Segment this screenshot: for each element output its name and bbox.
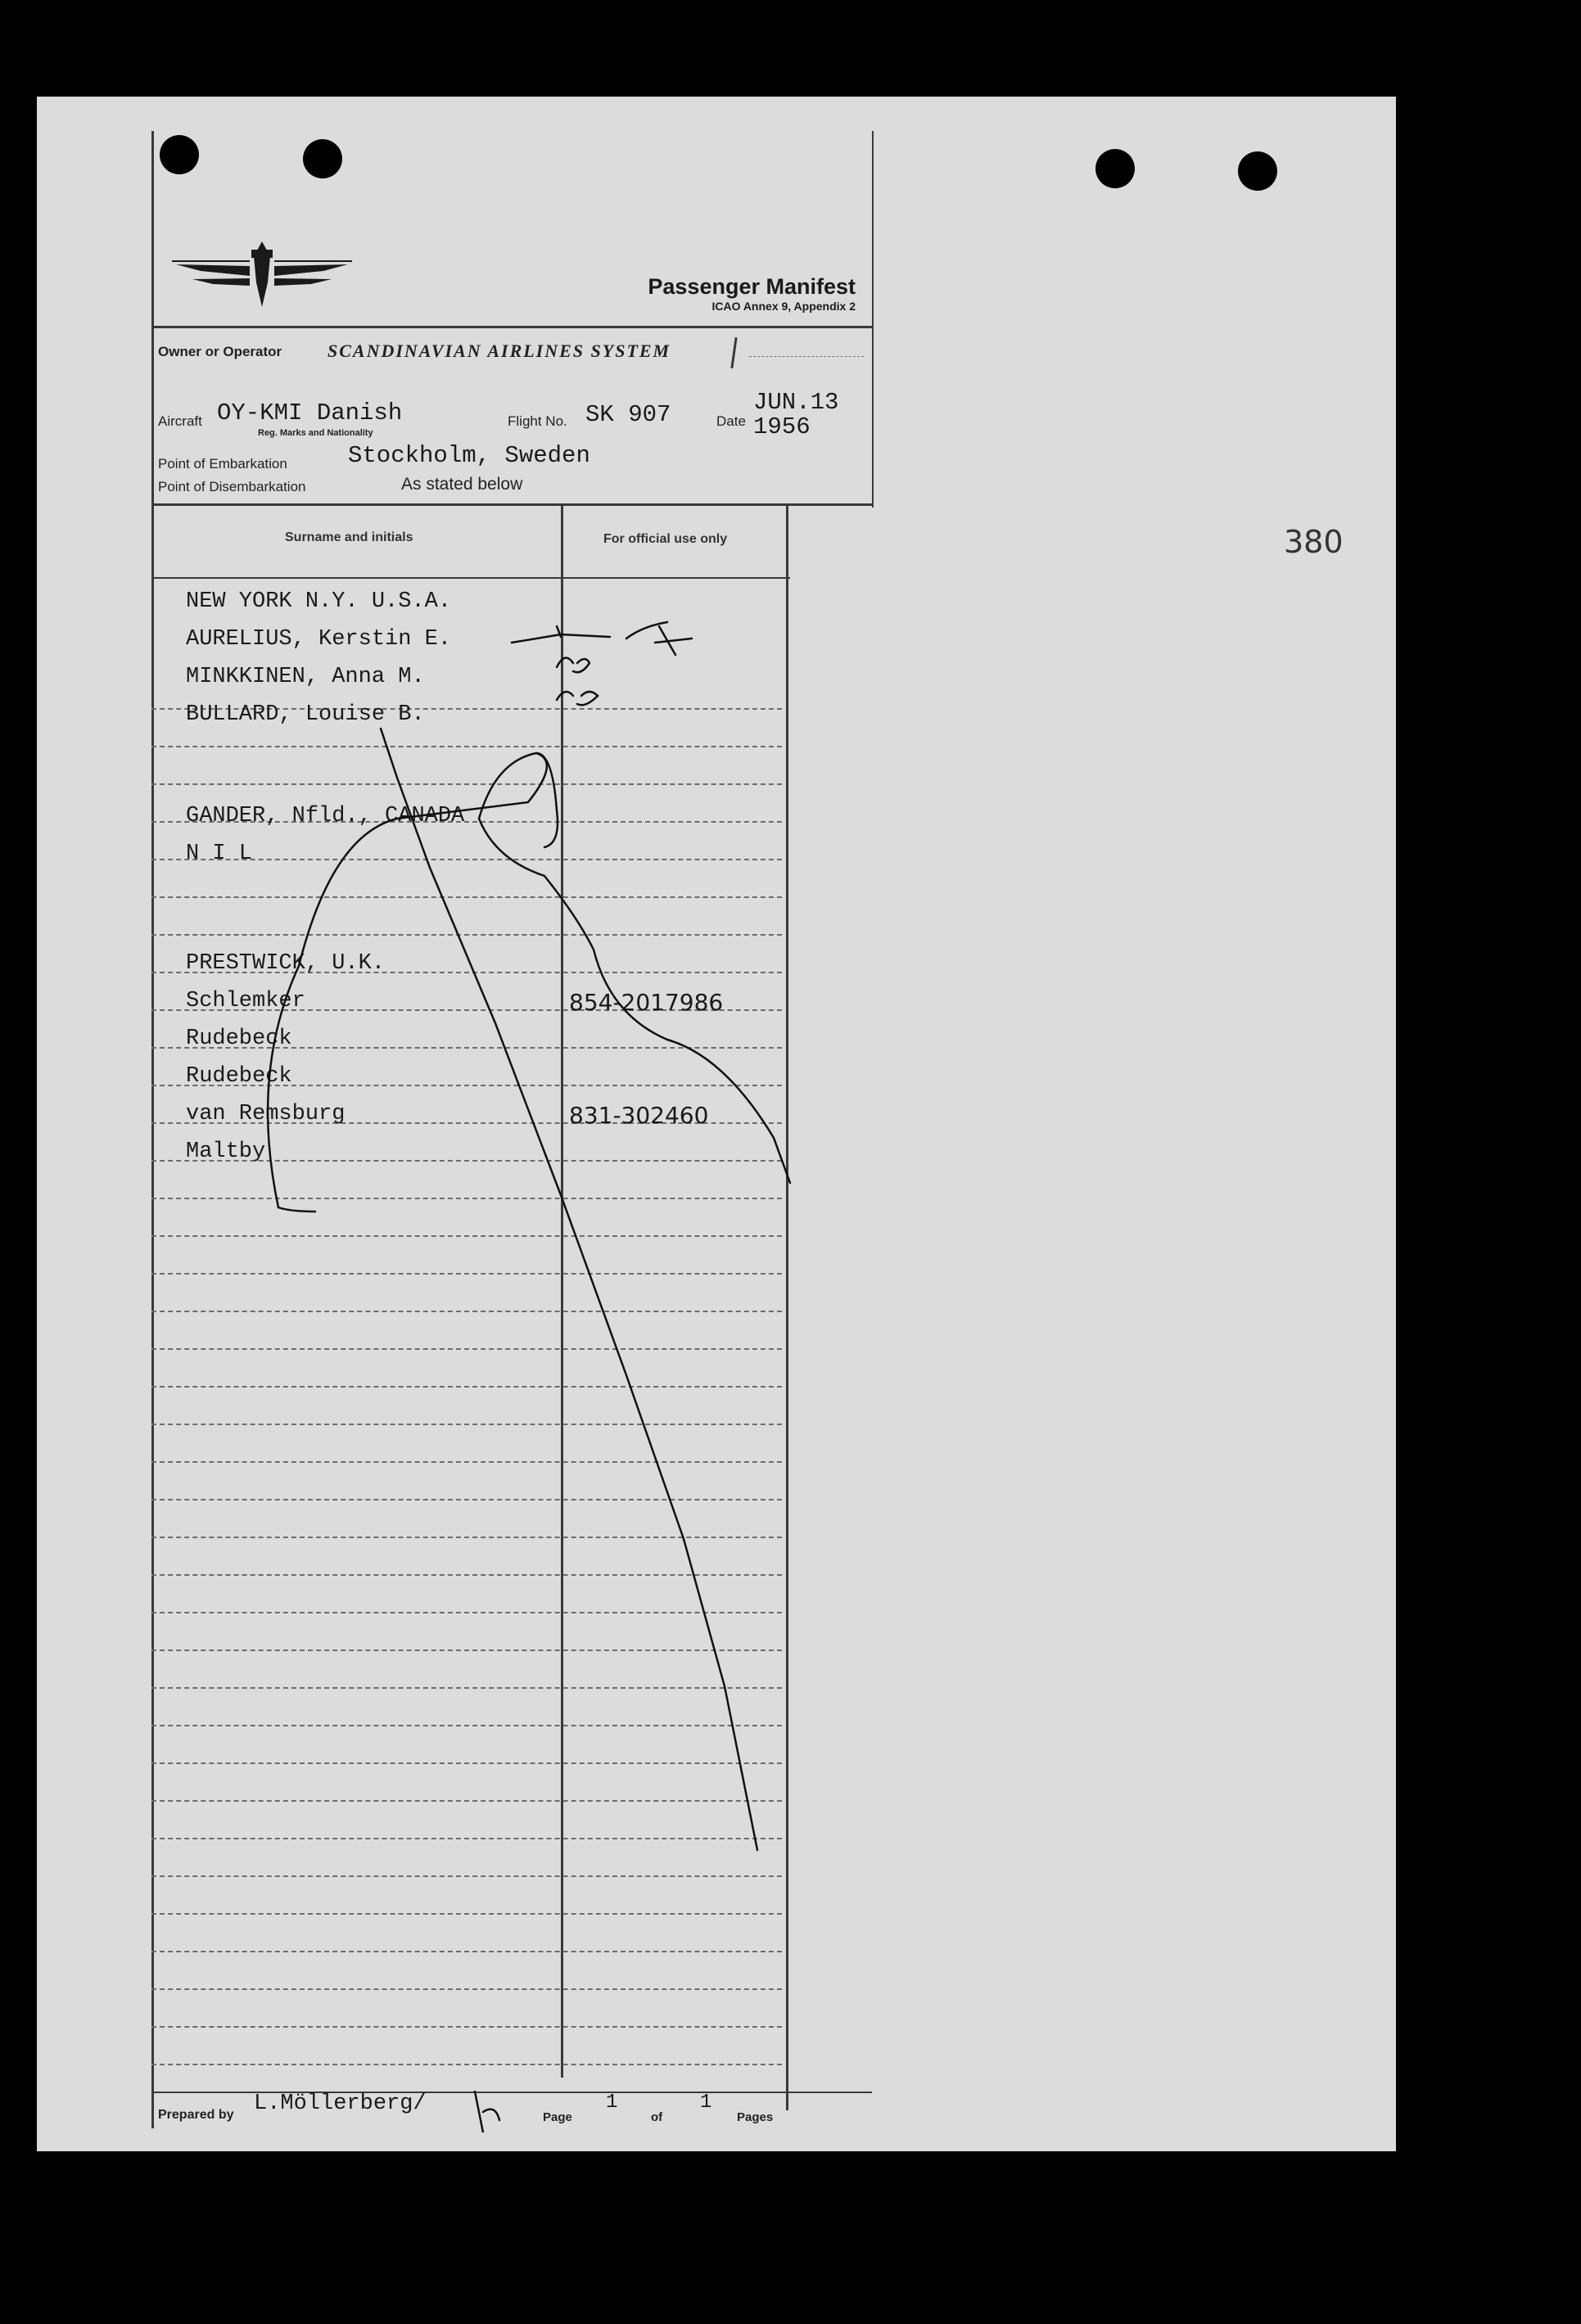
pages-label: Pages [737, 2110, 774, 2124]
aircraft-label: Aircraft [158, 413, 202, 429]
embarkation-label: Point of Embarkation [158, 456, 287, 472]
passenger-name: NEW YORK N.Y. U.S.A. [186, 589, 452, 614]
passenger-name: N I L [186, 842, 253, 867]
passenger-manifest-form [151, 131, 872, 2132]
prepared-by-label: Prepared by [158, 2108, 234, 2122]
punch-hole [1238, 151, 1277, 191]
handwritten-ink-marks [151, 131, 888, 2132]
passenger-name: MINKKINEN, Anna M. [186, 665, 425, 689]
page-label: Page [543, 2110, 572, 2124]
owner-value: SCANDINAVIAN AIRLINES SYSTEM [327, 341, 671, 361]
of-label: of [651, 2110, 663, 2124]
prepared-by-value: L.Möllerberg/ [254, 2092, 427, 2116]
date-value-year: 1956 [753, 413, 811, 440]
reg-marks-caption: Reg. Marks and Nationality [258, 428, 373, 438]
page-value: 1 [606, 2092, 618, 2114]
form-subtitle: ICAO Annex 9, Appendix 2 [711, 300, 856, 313]
sheet-number: 380 [1284, 524, 1344, 560]
form-title: Passenger Manifest [648, 274, 856, 299]
punch-hole [1095, 149, 1135, 188]
embarkation-value: Stockholm, Sweden [348, 442, 590, 469]
passenger-name: Schlemker [186, 988, 305, 1013]
passenger-name: BULLARD, Louise B. [186, 702, 425, 727]
flight-value: SK 907 [585, 401, 671, 428]
owner-label: Owner or Operator [158, 344, 282, 359]
passenger-name: van Remsburg [186, 1101, 346, 1126]
passenger-name: GANDER, Nfld., CANADA [186, 804, 465, 829]
passenger-name: Rudebeck [186, 1026, 292, 1051]
disembarkation-label: Point of Disembarkation [158, 479, 306, 494]
passenger-name: AURELIUS, Kerstin E. [186, 627, 452, 652]
flight-label: Flight No. [508, 413, 567, 429]
passenger-name: Rudebeck [186, 1063, 292, 1089]
passenger-name: PRESTWICK, U.K. [186, 950, 386, 976]
aircraft-value: OY-KMI Danish [217, 399, 403, 426]
official-use-value: 854-2017986 [569, 988, 724, 1016]
date-value-month-day: JUN.13 [753, 389, 839, 416]
column-header-official-use: For official use only [603, 532, 728, 546]
date-label: Date [716, 413, 746, 429]
column-header-surname: Surname and initials [285, 530, 413, 544]
official-use-value: 831-302460 [569, 1101, 709, 1129]
passenger-name: Maltby [186, 1139, 266, 1164]
of-value: 1 [700, 2092, 712, 2114]
disembarkation-value: As stated below [401, 475, 523, 494]
